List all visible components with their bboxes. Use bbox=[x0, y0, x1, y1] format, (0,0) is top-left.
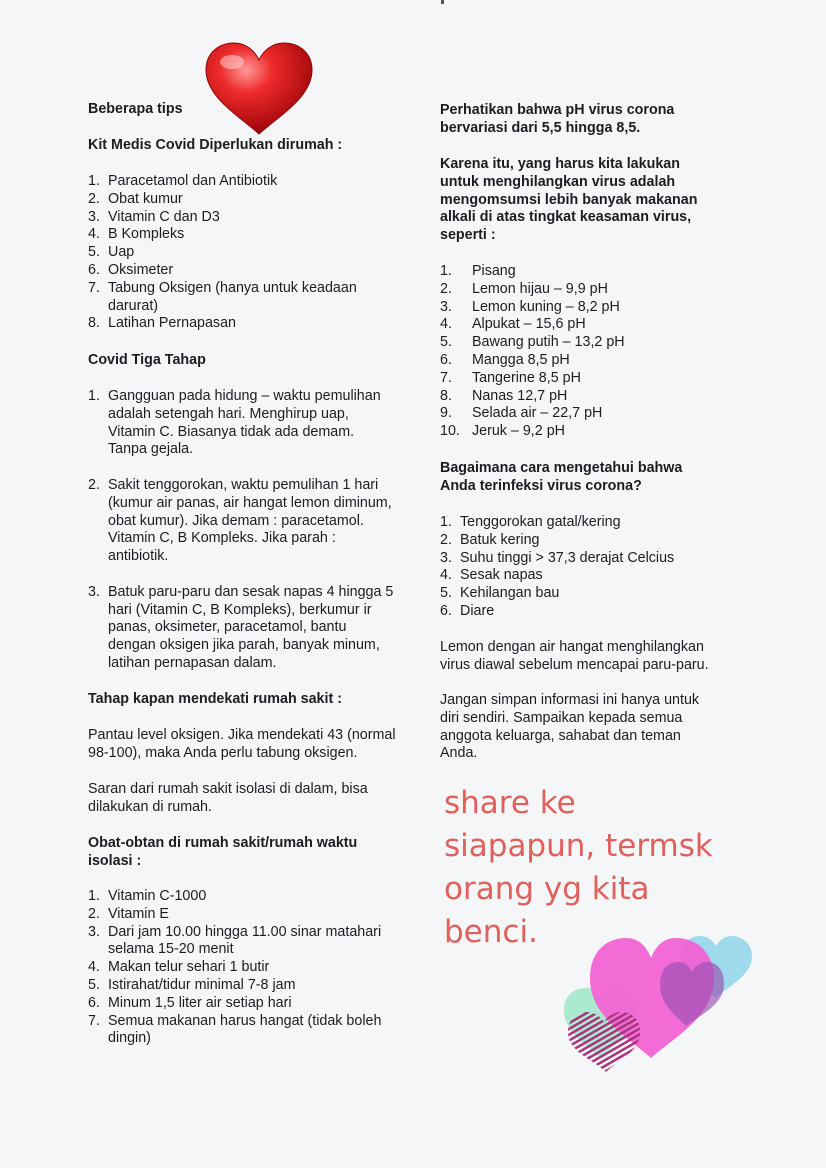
list-item: 7. Tabung Oksigen (hanya untuk keadaan darurat) bbox=[88, 279, 357, 314]
list-item: 1. Paracetamol dan Antibiotik bbox=[88, 173, 278, 189]
kit-heading: Kit Medis Covid Diperlukan dirumah : bbox=[88, 137, 343, 153]
list-item: 5. Istirahat/tidur minimal 7-8 jam bbox=[88, 976, 296, 993]
page-title: Beberapa tips bbox=[88, 101, 183, 117]
list-item: 8. Nanas 12,7 pH bbox=[440, 387, 568, 404]
share-note: Jangan simpan informasi ini hanya untuk diri sendiri. Sampaikan kepada semua anggota keluarga, sahabat dan teman Anda. bbox=[440, 692, 700, 762]
list-item: 2. Obat kumur bbox=[88, 190, 183, 207]
list-item: 8. Latihan Pernapasan bbox=[88, 315, 236, 332]
list-item: 3. Suhu tinggi > 37,3 derajat Celcius bbox=[440, 549, 675, 566]
list-item: 1. Vitamin C-1000 bbox=[88, 888, 207, 904]
alkali-note: Karena itu, yang harus kita lakukan untuk menghilangkan virus adalah mengomsumsi lebih banyak makanan alkali di atas tingkat keasaman virus, seperti : bbox=[440, 156, 698, 244]
list-item: 4. Makan telur sehari 1 butir bbox=[88, 959, 270, 976]
list-item: 4. Sesak napas bbox=[440, 567, 543, 584]
list-item: 2. Sakit tenggorokan, waktu pemulihan 1 hari (kumur air panas, air hangat lemon diminum, obat kumur). Jika demam : paracetamol. Vitamin C, B Kompleks. Jika parah : antibiotik. bbox=[88, 476, 392, 565]
list-item: 3. Lemon kuning – 8,2 pH bbox=[440, 298, 620, 315]
list-item: 5. Kehilangan bau bbox=[440, 585, 560, 602]
list-item: 10. Jeruk – 9,2 pH bbox=[440, 423, 565, 440]
list-item: 1. Tenggorokan gatal/kering bbox=[440, 514, 621, 530]
symptoms-heading: Bagaimana cara mengetahui bahwa Anda terinfeksi virus corona? bbox=[440, 460, 683, 494]
list-item: 2. Batuk kering bbox=[440, 531, 540, 548]
red-heart-icon bbox=[202, 40, 316, 136]
symptoms-list bbox=[440, 514, 740, 621]
stages-heading: Covid Tiga Tahap bbox=[88, 352, 206, 368]
list-item: 3. Batuk paru-paru dan sesak napas 4 hingga 5 hari (Vitamin C, B Kompleks), berkumur ir panas, oksimeter, paracetamol, bantu dengan oksigen jika parah, banyak minum, latihan pernapasan dalam. bbox=[88, 583, 394, 671]
list-item: 6. Oksimeter bbox=[88, 261, 174, 278]
foods-list bbox=[440, 263, 740, 441]
overlay-share-text: share ke siapapun, termsk orang yg kita benci. bbox=[444, 785, 713, 950]
list-item: 3. Vitamin C dan D3 bbox=[88, 208, 220, 225]
list-item: 7. Tangerine 8,5 pH bbox=[440, 369, 581, 386]
list-item: 1. Pisang bbox=[440, 263, 516, 279]
list-item: 2. Lemon hijau – 9,9 pH bbox=[440, 280, 608, 297]
meds-list bbox=[88, 888, 418, 1048]
list-item: 6. Minum 1,5 liter air setiap hari bbox=[88, 994, 292, 1011]
list-item: 5. Uap bbox=[88, 244, 135, 261]
kit-list bbox=[88, 173, 418, 333]
stages-list bbox=[88, 388, 418, 673]
list-item: 9. Selada air – 22,7 pH bbox=[440, 405, 603, 422]
list-item: 6. Diare bbox=[440, 602, 495, 619]
pink-heart-cluster-icon bbox=[556, 908, 756, 1078]
list-item: 1. Gangguan pada hidung – waktu pemulihan adalah setengah hari. Menghirup uap, Vitamin C. Biasanya tidak ada demam. Tanpa gejala. bbox=[88, 388, 381, 458]
ph-note: Perhatikan bahwa pH virus corona bervariasi dari 5,5 hingga 8,5. bbox=[440, 102, 675, 136]
hospital-paragraph-1: Pantau level oksigen. Jika mendekati 43 (normal 98-100), maka Anda perlu tabung oksigen. bbox=[88, 727, 396, 761]
list-item: 6. Mangga 8,5 pH bbox=[440, 351, 570, 368]
list-item: 7. Semua makanan harus hangat (tidak boleh dingin) bbox=[88, 1012, 382, 1047]
scan-mark bbox=[441, 0, 444, 4]
lemon-note: Lemon dengan air hangat menghilangkan virus diawal sebelum mencapai paru-paru. bbox=[440, 639, 709, 673]
list-item: 4. B Kompleks bbox=[88, 226, 185, 243]
meds-heading: Obat-obtan di rumah sakit/rumah waktu isolasi : bbox=[88, 835, 358, 869]
hospital-heading: Tahap kapan mendekati rumah sakit : bbox=[88, 691, 342, 707]
list-item: 5. Bawang putih – 13,2 pH bbox=[440, 334, 625, 351]
list-item: 2. Vitamin E bbox=[88, 905, 169, 922]
list-item: 3. Dari jam 10.00 hingga 11.00 sinar matahari selama 15-20 menit bbox=[88, 923, 382, 958]
list-item: 4. Alpukat – 15,6 pH bbox=[440, 316, 586, 333]
hospital-paragraph-2: Saran dari rumah sakit isolasi di dalam, bisa dilakukan di rumah. bbox=[88, 781, 368, 815]
